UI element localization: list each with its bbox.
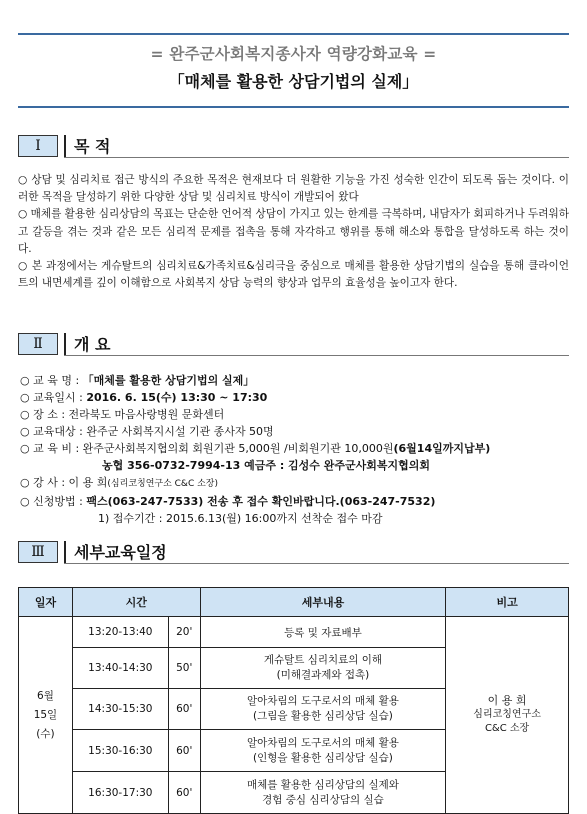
document-title-box <box>18 33 569 108</box>
section-divider <box>64 541 66 563</box>
purpose-text <box>18 172 569 292</box>
section-title: 개 요 <box>74 335 111 354</box>
table-row <box>19 617 569 648</box>
info-apply-note: 1) 접수기간 : 2015.6.13(월) 16:00까지 선착순 접수 마감 <box>98 512 383 525</box>
info-date: ○ 교육일시 : 2016. 6. 15(수) 13:30 ~ 17:30 <box>20 391 268 404</box>
header-content: 세부내용 <box>200 588 445 617</box>
time-cell: 15:30-16:30 <box>72 730 168 772</box>
section-title: 목 적 <box>74 137 111 156</box>
info-apply: ○ 신청방법 : 팩스(063-247-7533) 전송 후 접수 확인바랍니다.(063-247-7532) <box>20 495 436 508</box>
purpose-paragraph: ○ 매체를 활용한 심리상담의 목표는 단순한 언어적 상담이 가지고 있는 한계를 극복하며, 내담자가 회피하거나 두려워하고 갈등을 겪는 것과 같은 모든 심리적 문제를 접촉을 통해 자각하고 행위를 통해 해소와 통합을 달성하도록 하는 것이다. <box>18 208 569 255</box>
section-divider <box>64 135 66 157</box>
purpose-paragraph: ○ 상담 및 심리치료 접근 방식의 주요한 목적은 현재보다 더 원활한 기능을 가진 성숙한 인간이 되도록 돕는 것이다. 이러한 목적을 달성하기 위한 다양한 상담 및 심리치료 방식이 개발되어 왔다 <box>18 174 569 204</box>
header-time: 시간 <box>72 588 200 617</box>
content-cell: 등록 및 자료배부 <box>200 617 445 648</box>
schedule-table <box>18 587 569 814</box>
section-underline <box>64 157 569 158</box>
content-cell: 알아차림의 도구로서의 매체 활용 (인형을 활용한 심리상담 실습) <box>200 730 445 772</box>
header-date: 일자 <box>19 588 73 617</box>
section-title: 세부교육일정 <box>74 543 167 562</box>
info-place: ○ 장 소 : 전라북도 마음사랑병원 문화센터 <box>20 408 225 421</box>
duration-cell: 20' <box>168 617 200 648</box>
content-cell: 매체를 활용한 심리상담의 실제와 경험 중심 심리상담의 실습 <box>200 772 445 814</box>
document-subtitle: 「매체를 활용한 상담기법의 실제」 <box>168 72 419 91</box>
content-cell: 알아차림의 도구로서의 매체 활용 (그림을 활용한 심리상담 실습) <box>200 689 445 730</box>
info-fee: ○ 교 육 비 : 완주군사회복지협의회 회원기관 5,000원 /비회원기관 10,000원(6월14일까지납부) <box>20 442 491 455</box>
table-header-row <box>19 588 569 617</box>
content-cell: 게슈탈트 심리치료의 이해 (미해결과제와 접촉) <box>200 648 445 689</box>
section-divider <box>64 333 66 355</box>
time-cell: 13:40-14:30 <box>72 648 168 689</box>
info-lecturer: ○ 강 사 : 이 용 희(심리코칭연구소 C&C 소장) <box>20 476 218 489</box>
document-title: = 완주군사회복지종사자 역량강화교육 = <box>150 45 437 63</box>
section-number: Ⅱ <box>18 333 58 355</box>
section-underline <box>64 563 569 564</box>
duration-cell: 50' <box>168 648 200 689</box>
duration-cell: 60' <box>168 689 200 730</box>
header-note: 비고 <box>446 588 569 617</box>
note-cell: 이 용 희 심리코칭연구소 C&C 소장 <box>446 617 569 814</box>
info-target: ○ 교육대상 : 완주군 사회복지시설 기관 종사자 50명 <box>20 425 274 438</box>
date-cell: 6월 15일 (수) <box>19 617 73 814</box>
section-number: Ⅰ <box>18 135 58 157</box>
section-underline <box>64 355 569 356</box>
section-overview-header <box>18 333 569 355</box>
section-schedule-header <box>18 541 569 563</box>
info-bank: 농협 356-0732-7994-13 예금주 : 김성수 완주군사회복지협의회 <box>102 459 431 472</box>
overview-info <box>20 372 570 527</box>
time-cell: 14:30-15:30 <box>72 689 168 730</box>
time-cell: 13:20-13:40 <box>72 617 168 648</box>
section-number: Ⅲ <box>18 541 58 563</box>
section-purpose-header <box>18 135 569 157</box>
time-cell: 16:30-17:30 <box>72 772 168 814</box>
duration-cell: 60' <box>168 730 200 772</box>
purpose-paragraph: ○ 본 과정에서는 게슈탈트의 심리치료&가족치료&심리극을 중심으로 매체를 활용한 상담기법의 실습을 통해 클라이언트의 내면세계를 깊이 이해함으로 사회복지 상담 능력의 향상과 업무의 효율성을 높이고자 한다. <box>18 260 569 290</box>
info-course: ○ 교 육 명 : 「매체를 활용한 상담기법의 실제」 <box>20 374 255 387</box>
duration-cell: 60' <box>168 772 200 814</box>
